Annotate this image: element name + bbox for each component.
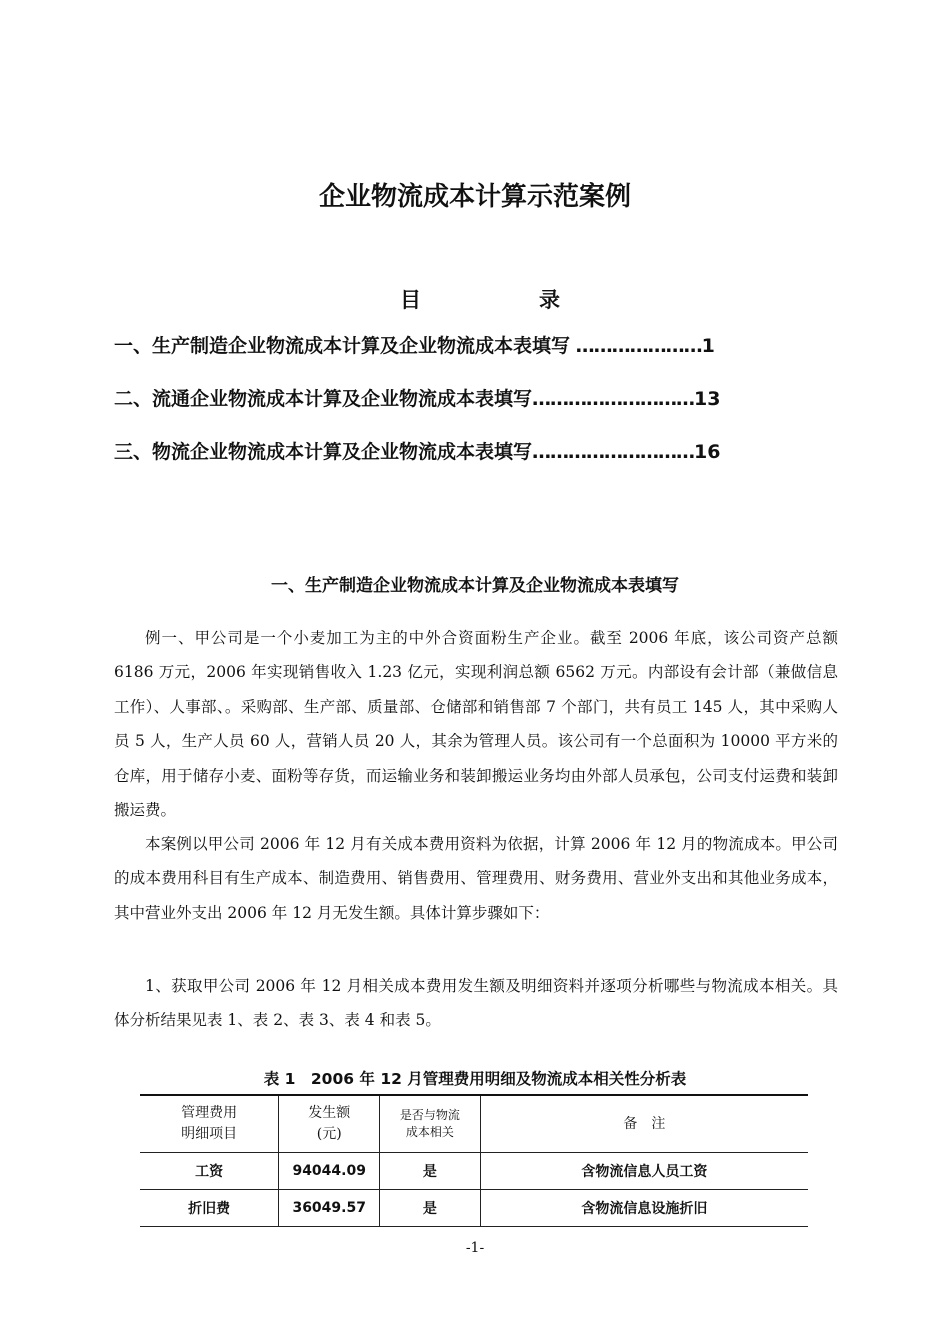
body-paragraph: 例一、甲公司是一个小麦加工为主的中外合资面粉生产企业。截至 2006 年底，该公司资产总额 6186 万元，2006 年实现销售收入 1.23 亿元，实现利润总额 6562 万元。内部设有会计部（兼做信息工作）、人事部、。采购部、生产部、质量部、仓储部和销售部 7 个部门，共有员工 145 人，其中采购人员 5 人，生产人员 60 人，营销人员 20 人，其余为管理人员。该公司有一个总面积为 10000 平方米的仓库，用于储存小麦、面粉等存货，而运输业务和装卸搬运业务均由外部人员承包，公司支付运费和装卸搬运费。 xyxy=(114,629,838,820)
toc-item-leader: ………………… xyxy=(570,335,702,357)
table-caption: 表 1 2006 年 12 月管理费用明细及物流成本相关性分析表 xyxy=(263,1070,687,1088)
toc-item-label: 一、生产制造企业物流成本计算及企业物流成本表填写 xyxy=(114,335,571,357)
cell-remark: 含物流信息人员工资 xyxy=(480,1153,808,1190)
cell-item: 工资 xyxy=(140,1153,279,1190)
toc-heading-left: 目 xyxy=(400,288,421,312)
toc-item-label: 三、物流企业物流成本计算及企业物流成本表填写 xyxy=(114,441,533,463)
body-paragraph: 本案例以甲公司 2006 年 12 月有关成本费用资料为依据，计算 2006 年 12 月的物流成本。甲公司的成本费用科目有生产成本、制造费用、销售费用、管理费用、财务费用、营业外支出和其他业务成本，其中营业外支出 2006 年 12 月无发生额。具体计算步骤如下： xyxy=(114,835,838,922)
column-header-item: 管理费用 明细项目 xyxy=(140,1095,279,1153)
section-title: 一、生产制造企业物流成本计算及企业物流成本表填写 xyxy=(271,576,679,596)
cell-related: 是 xyxy=(380,1190,481,1227)
page-number: -1- xyxy=(465,1240,485,1256)
body-paragraph: 1、获取甲公司 2006 年 12 月相关成本费用发生额及明细资料并逐项分析哪些与物流成本相关。具体分析结果见表 1、表 2、表 3、表 4 和表 5。 xyxy=(114,977,838,1030)
toc-item[interactable] xyxy=(114,332,834,360)
cell-related: 是 xyxy=(380,1153,481,1190)
toc-item-leader: ……………………… xyxy=(532,388,695,410)
table-header-row xyxy=(140,1095,808,1153)
cell-amount: 36049.57 xyxy=(279,1190,380,1227)
toc-item-leader: ……………………… xyxy=(532,441,695,463)
column-header-related: 是否与物流 成本相关 xyxy=(380,1095,481,1153)
toc-item-page: 1 xyxy=(701,335,715,357)
toc-item[interactable] xyxy=(114,438,834,466)
column-header-remark: 备 注 xyxy=(480,1095,808,1153)
table-row xyxy=(140,1153,808,1190)
toc-heading xyxy=(400,284,560,314)
cell-amount: 94044.09 xyxy=(279,1153,380,1190)
toc-item-label: 二、流通企业物流成本计算及企业物流成本表填写 xyxy=(114,388,533,410)
column-header-amount: 发生额 (元) xyxy=(279,1095,380,1153)
document-title: 企业物流成本计算示范案例 xyxy=(318,182,631,212)
cell-remark: 含物流信息设施折旧 xyxy=(480,1190,808,1227)
toc-item[interactable] xyxy=(114,385,834,413)
management-expense-table xyxy=(140,1094,808,1227)
toc-item-page: 13 xyxy=(694,388,721,410)
cell-item: 折旧费 xyxy=(140,1190,279,1227)
toc-item-page: 16 xyxy=(694,441,721,463)
table-row xyxy=(140,1190,808,1227)
toc-heading-right: 录 xyxy=(539,288,560,312)
